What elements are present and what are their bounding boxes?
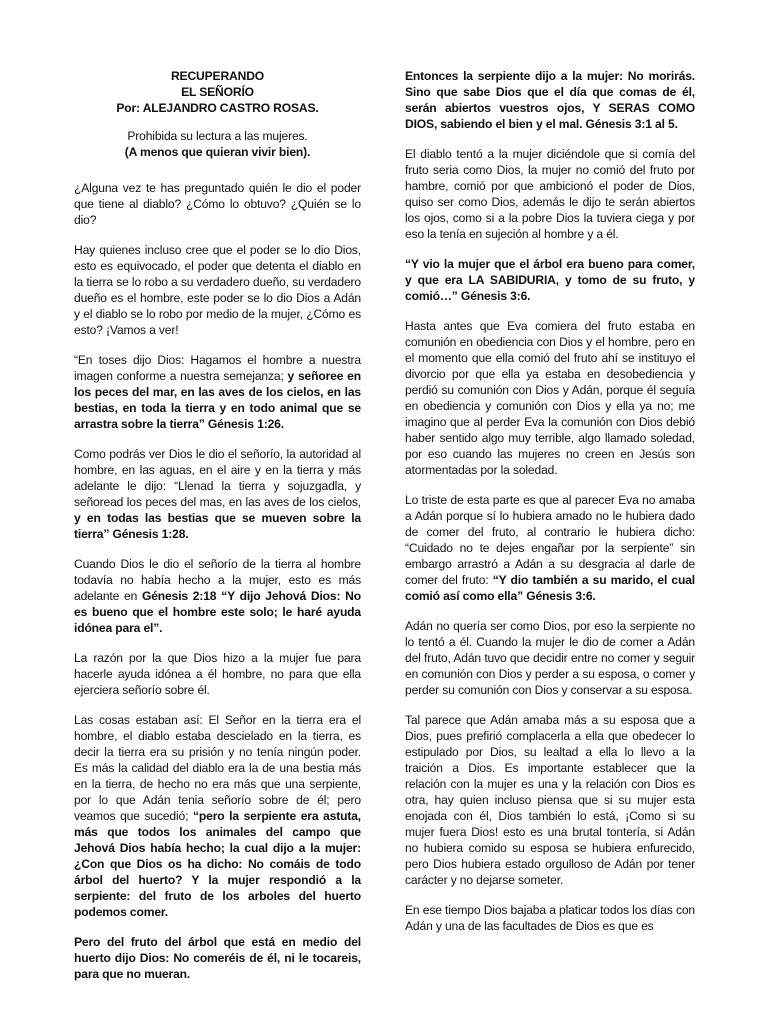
subtitle-line-2: (A menos que quieran vivir bien). bbox=[124, 145, 311, 159]
bible-quote-paragraph: Entonces la serpiente dijo a la mujer: No morirás. Sino que sabe Dios que el día que comas de él, serán abiertos vuestros ojos, Y SERAS COMO DIOS, sabiendo el bien y el mal. Génesis 3:1 al 5. bbox=[405, 69, 695, 131]
bible-quote: y señoree en los peces del mar, en las aves de los cielos, en las bestias, en toda la tierra y en todo animal que se arrastra sobre la tierra” Génesis 1:26. bbox=[74, 369, 361, 431]
title-line-2: EL SEÑORÍO bbox=[181, 85, 254, 99]
paragraph: Adán no quería ser como Dios, por eso la serpiente no lo tentó a él. Cuando la mujer le dio de comer a Adán del fruto, Adán tuvo que decidir entre no comer y seguir en comunión con Dios y perder a su esposa, o comer y perder su comunión con Dios y conservar a su esposa. bbox=[405, 619, 695, 697]
paragraph: ¿Alguna vez te has preguntado quién le dio el poder que tiene al diablo? ¿Cómo lo obtuvo? ¿Quién se lo dio? bbox=[74, 181, 361, 227]
paragraph bbox=[74, 712, 361, 920]
paragraph: Tal parece que Adán amaba más a su esposa que a Dios, pues prefirió complacerla a ella que obedecer lo estipulado por Dios, su lealtad a ella lo llevo a la traición a Dios. Es importante establecer que la relación con la mujer es una y la relación con Dios es otra, hay quien incluso piensa que si su mujer esta enojada con él, Dios también lo está, ¡Como si su mujer fuera Dios! esto es una brutal tontería, si Adán no hubiera comido su esposa se hubiera enfurecido, pero Dios hubiera estado orgulloso de Adán por tener carácter y no dejarse someter. bbox=[405, 713, 695, 887]
paragraph: Hay quienes incluso cree que el poder se lo dio Dios, esto es equivocado, el poder que detenta el diablo en la tierra se lo robo a su verdadero dueño, su verdadero dueño es el hombre, este poder se lo dio Dios a Adán y el diablo se lo robo por medio de la mujer, ¿Cómo es esto? ¡Vamos a ver! bbox=[74, 243, 361, 337]
bible-quote: Génesis 2:18 “Y dijo Jehová Dios: No es bueno que el hombre este solo; le haré ayuda idónea para el”. bbox=[74, 589, 361, 635]
title-author: Por: ALEJANDRO CASTRO ROSAS. bbox=[116, 101, 319, 115]
paragraph-text: “En toses dijo Dios: Hagamos el hombre a nuestra imagen conforme a nuestra semejanza; bbox=[74, 353, 361, 383]
paragraph: En ese tiempo Dios bajaba a platicar todos los días con Adán y una de las facultades de Dios es que es bbox=[405, 903, 695, 933]
document-title bbox=[74, 68, 361, 116]
paragraph bbox=[74, 556, 361, 636]
right-column bbox=[405, 68, 695, 948]
subtitle bbox=[74, 128, 361, 160]
paragraph bbox=[405, 492, 695, 604]
bible-quote-paragraph: “Y vio la mujer que el árbol era bueno para comer, y que era LA SABIDURIA, y tomo de su fruto, y comió…” Génesis 3:6. bbox=[405, 257, 695, 303]
subtitle-line-1: Prohibida su lectura a las mujeres. bbox=[127, 129, 308, 143]
paragraph-text: Lo triste de esta parte es que al parecer Eva no amaba a Adán porque sí lo hubiera amado no le hubiera dado de comer del fruto, al contrario le hubiera dicho: “Cuidado no te dejes engañar por la serpiente” sin embargo arrastró a Adán a su desgracia al darle de comer del fruto: bbox=[405, 493, 695, 587]
paragraph-text: Las cosas estaban así: El Señor en la tierra era el hombre, el diablo estaba descielado en la tierra, es decir la tierra era su prisión y no tenía ningún poder. Es más la calidad del diablo era la de una bestia más en la tierra, de hecho no era más que una serpiente, por lo que Adán tenia señorío sobre de él; pero veamos que sucedió; bbox=[74, 713, 361, 823]
paragraph: Hasta antes que Eva comiera del fruto estaba en comunión en obediencia con Dios y el hombre, pero en el momento que ella comió del fruto ahí se instituyo el divorcio por que ella ya estaba en desobediencia y perdió su comunión con Dios y Adán, porque él seguía en obediencia y comunión con Dios y ella ya no; me imagino que al perder Eva la comunión con Dios debió haber sentido algo muy terrible, algo llamado soledad, por eso cuando las mujeres no creen en Jesús son atormentadas por la soledad. bbox=[405, 319, 695, 477]
left-column bbox=[74, 68, 361, 996]
paragraph bbox=[74, 352, 361, 432]
title-line-1: RECUPERANDO bbox=[170, 69, 265, 83]
paragraph: La razón por la que Dios hizo a la mujer fue para hacerle ayuda idónea a él hombre, no para que ella ejerciera señorío sobre él. bbox=[74, 651, 361, 697]
paragraph: El diablo tentó a la mujer diciéndole que si comía del fruto seria como Dios, la mujer no comió del fruto por hambre, comió por que ambicionó el poder de Dios, quiso ser como Dios, además le dijo te serán abiertos los ojos, como si a la pobre Dios la tuviera ciega y por eso la tenía en sujeción al hombre y a él. bbox=[405, 147, 695, 241]
paragraph-text: Cuando Dios le dio el señorío de la tierra al hombre todavía no había hecho a la mujer, esto es más adelante en bbox=[74, 557, 361, 603]
bible-quote: y en todas las bestias que se mueven sobre la tierra” Génesis 1:28. bbox=[74, 511, 361, 541]
paragraph-text: Como podrás ver Dios le dio el señorío, la autoridad al hombre, en las aguas, en el aire y en la tierra y más adelante le dijo: “Llenad la tierra y sojuzgadla, y señoread los peces del mas, en las aves de los cielos, bbox=[74, 447, 361, 509]
bible-quote: “Y dio también a su marido, el cual comió así como ella” Génesis 3:6. bbox=[405, 573, 695, 603]
bible-quote: “pero la serpiente era astuta, más que todos los animales del campo que Jehová Dios había hecho; la cual dijo a la mujer: ¿Con que Dios os ha dicho: No comáis de todo árbol del huerto? Y la mujer respondió a la serpiente: del fruto de los arboles del huerto podemos comer. bbox=[74, 809, 361, 919]
bible-quote-paragraph: Pero del fruto del árbol que está en medio del huerto dijo Dios: No comeréis de él, ni le tocareis, para que no mueran. bbox=[74, 935, 361, 981]
paragraph bbox=[74, 446, 361, 542]
